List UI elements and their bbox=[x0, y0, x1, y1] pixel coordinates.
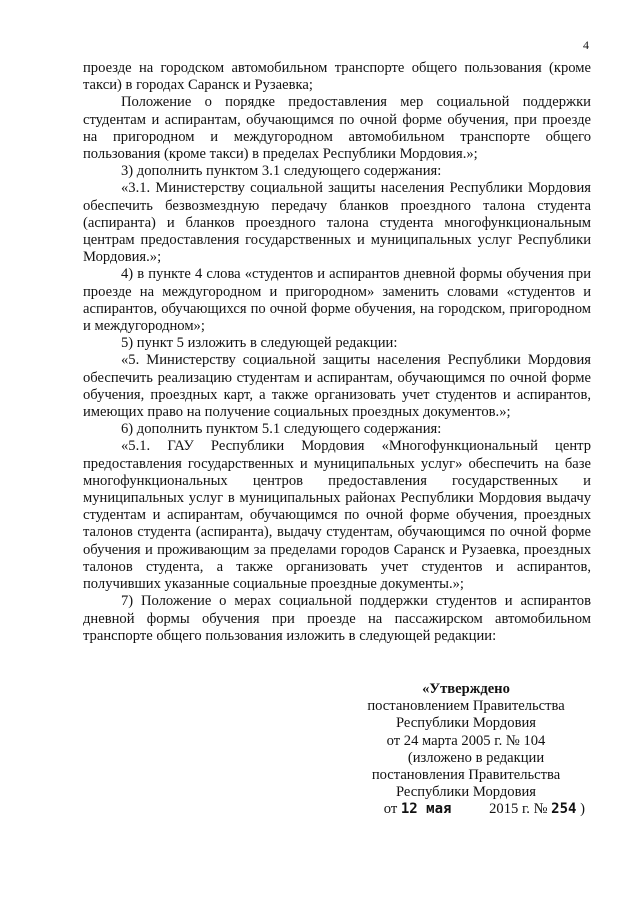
date-prefix: от bbox=[383, 801, 398, 818]
paragraph: «5.1. ГАУ Республики Мордовия «Многофункциональный центр предоставления государственных и муниципальных услуг» обеспечить на базе многофункциональных центров предоставления государственных и муниципальных услуг в муниципальных районах Республики Мордовия выдачу студентам и аспирантам, обучающимся по очной форме обучения, проездных талонов студента (аспиранта), выдачу студентам, обучающимся по очной форме обучения и проживающим за пределами городов Саранск и Рузаевка, проездных талонов студента, а также организовать учет студентов и аспирантов, получивших указанные социальные проездные документы.»; bbox=[83, 438, 591, 593]
approval-line: постановлением Правительства bbox=[367, 698, 565, 715]
approval-line: Республики Мордовия bbox=[395, 715, 536, 732]
paragraph: 7) Положение о мерах социальной поддержки студентов и аспирантов дневной формы обучения при проезде на пассажирском автомобильном транспорте общего пользования изложить в следующей редакции: bbox=[83, 593, 591, 644]
approval-heading: «Утверждено bbox=[422, 681, 510, 697]
approval-stamp-block bbox=[341, 681, 591, 819]
approval-line: Республики Мордовия bbox=[395, 784, 536, 801]
paragraph: проезде на городском автомобильном транспорте общего пользования (кроме такси) в городах Саранск и Рузаевка; bbox=[83, 60, 591, 94]
paragraph: «5. Министерству социальной защиты населения Республики Мордовия обеспечить реализацию студентам и аспирантам, обучающимся по очной форме обучения, проездных карт, а также организовать учет студентов и аспирантов, имеющих право на получение социальных проездных документов.»; bbox=[83, 352, 591, 421]
approval-line: от 24 марта 2005 г. № 104 bbox=[386, 732, 546, 749]
paragraph: 5) пункт 5 изложить в следующей редакции: bbox=[121, 335, 398, 352]
paragraph: 3) дополнить пунктом 3.1 следующего содержания: bbox=[121, 163, 442, 180]
document-body bbox=[83, 60, 591, 645]
approval-line: постановления Правительства bbox=[371, 767, 561, 784]
approval-line: (изложено в редакции bbox=[407, 749, 545, 766]
document-number-handwritten: 254 bbox=[551, 801, 577, 818]
paragraph: Положение о порядке предоставления мер социальной поддержки студентам и аспирантам, обучающимся по очной форме обучения, при проезде на пригородном и междугородном автомобильном транспорте общего пользования (кроме такси) в пределах Республики Мордовия.»; bbox=[83, 94, 591, 163]
date-day-month-handwritten: 12 мая bbox=[400, 801, 452, 818]
paragraph: «3.1. Министерству социальной защиты населения Республики Мордовия обеспечить безвозмездную передачу бланков проездного талона студента (аспиранта) и бланков проездного талона студента многофункциональным центрам предоставления государственных и муниципальных услуг Республики Мордовия.»; bbox=[83, 180, 591, 266]
paragraph: 4) в пункте 4 слова «студентов и аспирантов дневной формы обучения при проезде на междугородном и пригородном» заменить словами «студентов и аспирантов, обучающихся по очной форме обучения, на городском, пригородном и междугородном»; bbox=[83, 266, 591, 335]
page-number: 4 bbox=[583, 38, 589, 52]
paragraph: 6) дополнить пунктом 5.1 следующего содержания: bbox=[121, 421, 442, 438]
date-suffix: ) bbox=[580, 801, 585, 818]
approval-date-line bbox=[341, 801, 591, 818]
date-year: 2015 г. № bbox=[489, 801, 548, 818]
